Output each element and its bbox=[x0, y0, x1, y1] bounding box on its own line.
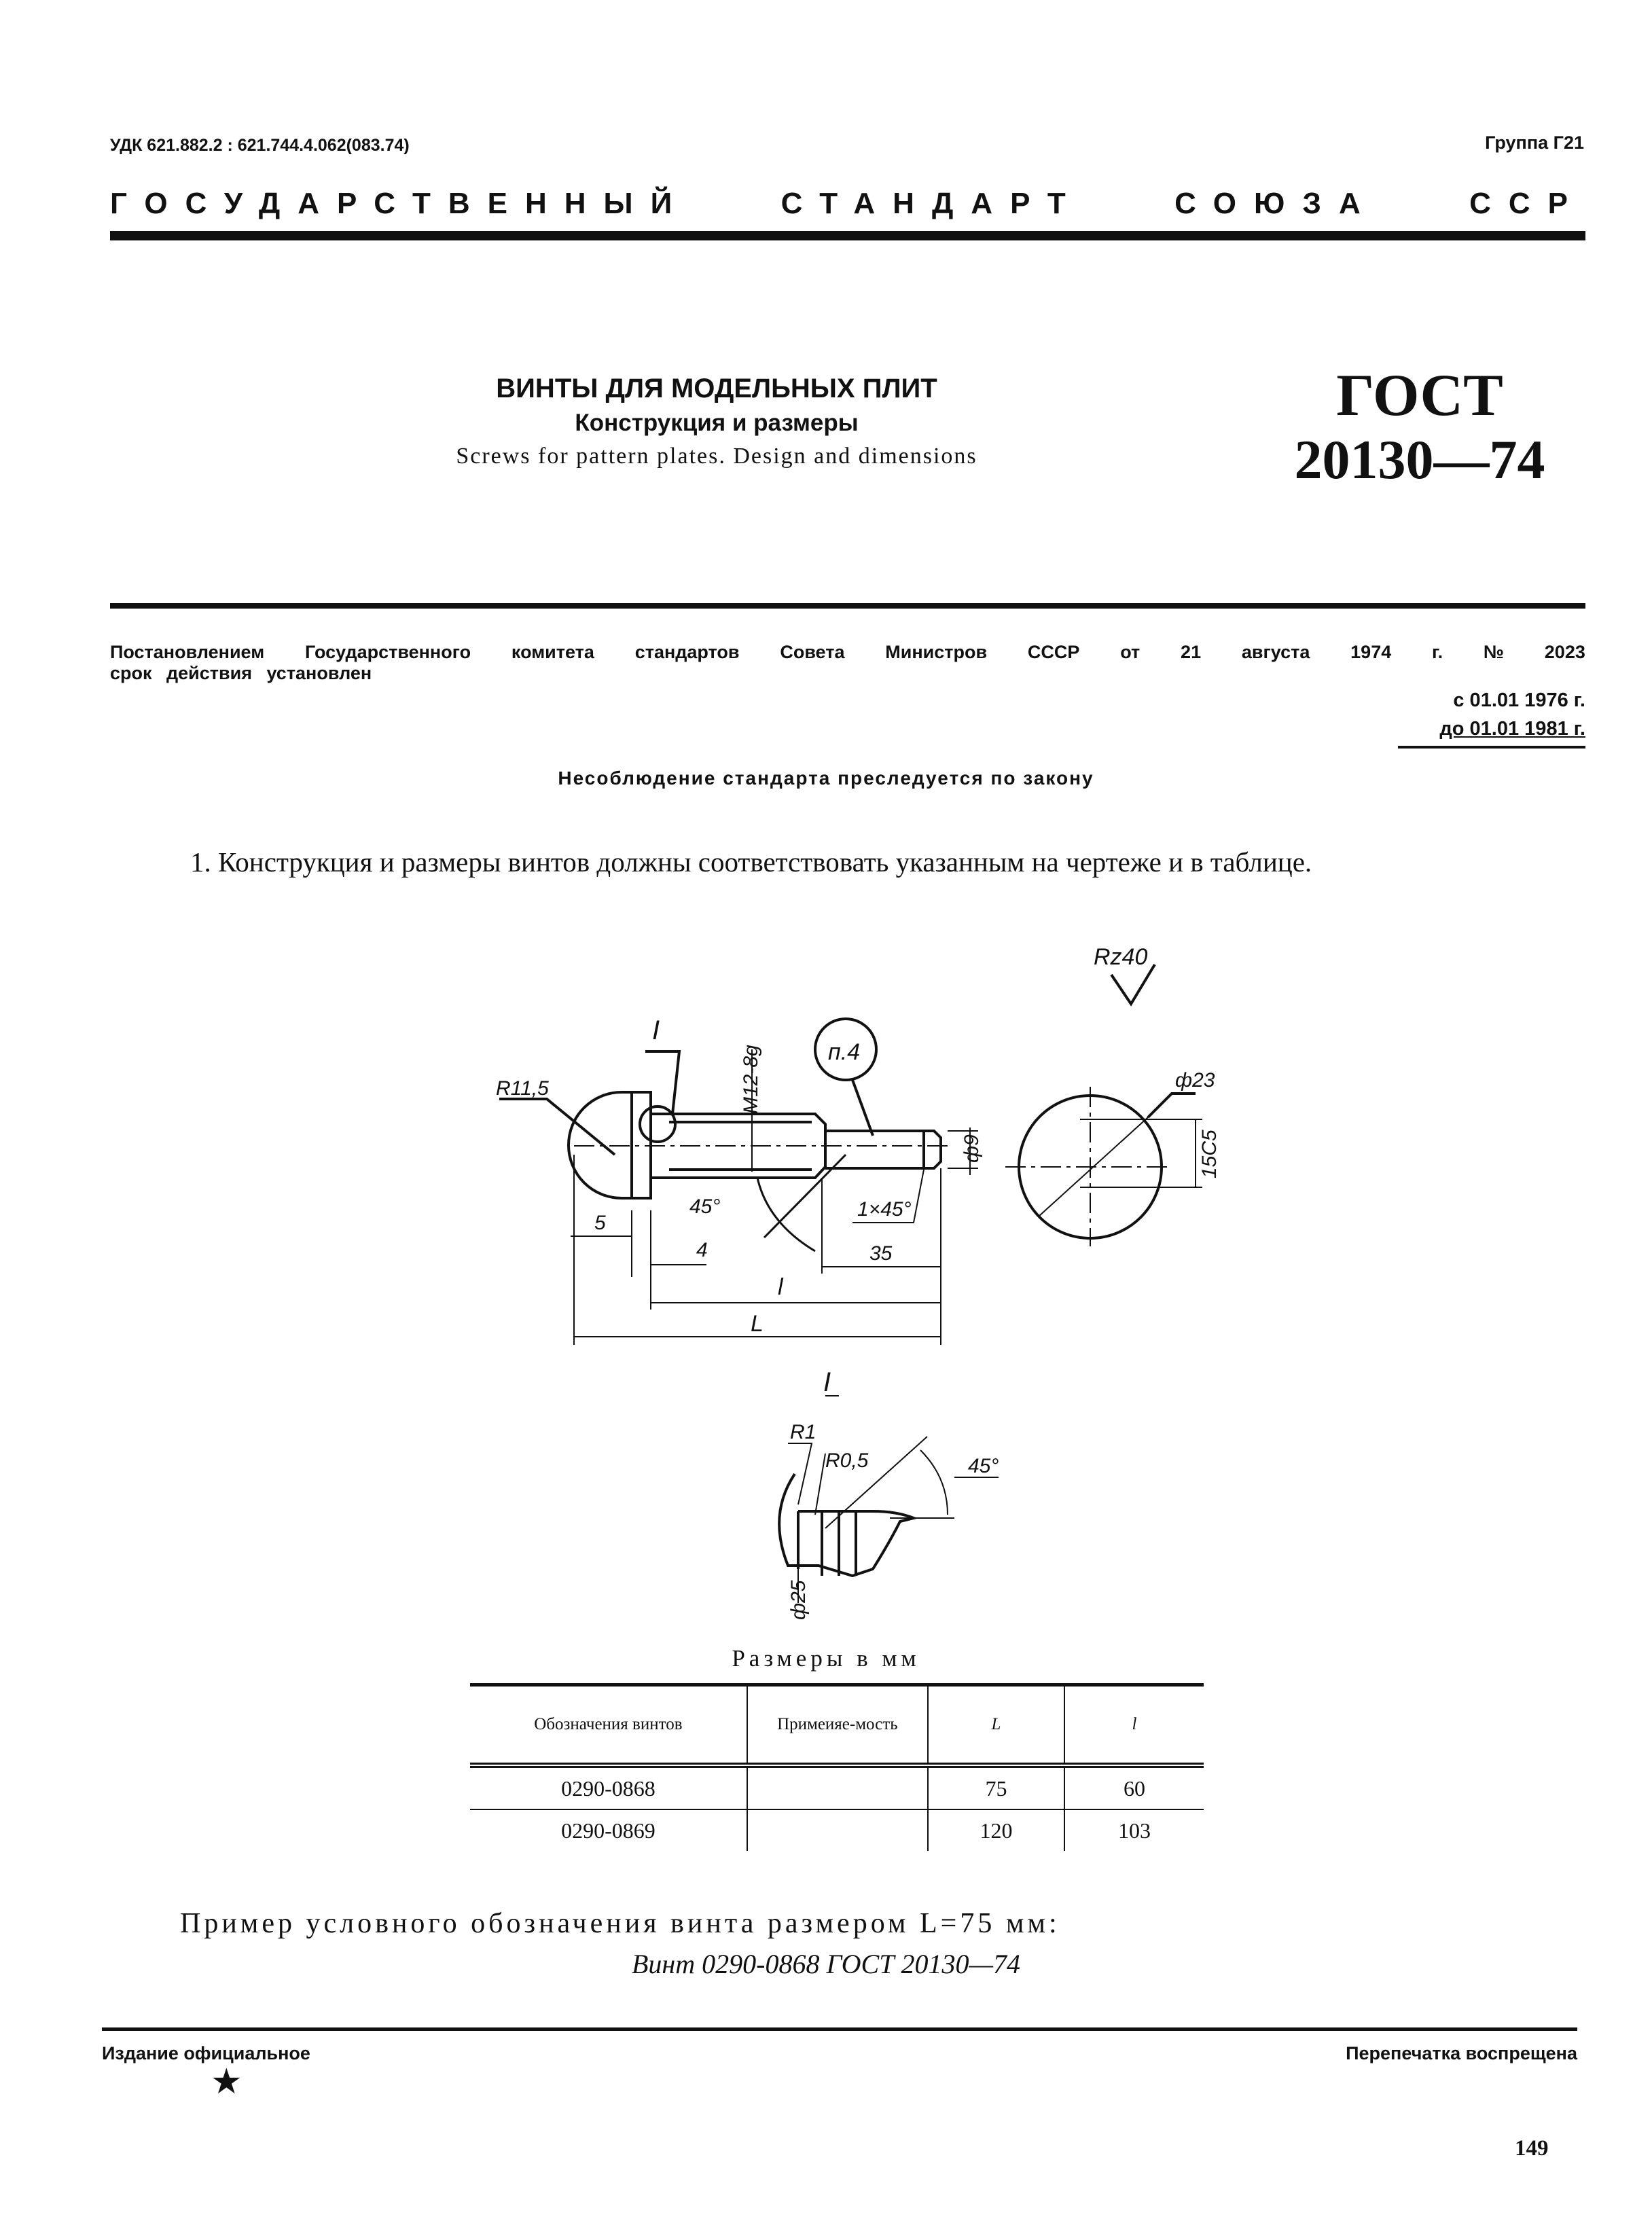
decree-word: № bbox=[1483, 642, 1504, 662]
cell-designation: 0290-0869 bbox=[561, 1818, 656, 1843]
col-header-applicability: Примеияе-мость bbox=[747, 1685, 928, 1766]
star-icon: ★ bbox=[211, 2062, 243, 2102]
decree-word: СССР bbox=[1027, 642, 1080, 662]
detail-mark: I bbox=[652, 1015, 660, 1045]
detail-angle-label: 45° bbox=[968, 1455, 999, 1477]
heading-word: ССР bbox=[1469, 187, 1585, 220]
cell-applicability bbox=[747, 1765, 928, 1809]
detail-r05-label: R0,5 bbox=[825, 1449, 869, 1472]
decree-word: августа bbox=[1241, 642, 1310, 662]
head-radius-label: R11,5 bbox=[496, 1077, 549, 1100]
slot-label: 15С5 bbox=[1198, 1130, 1221, 1178]
thread-label: M12-8g bbox=[740, 1045, 762, 1114]
title-english: Screws for pattern plates. Design and dimensions bbox=[456, 444, 977, 469]
udk-code: УДК 621.882.2 : 621.744.4.062(083.74) bbox=[110, 136, 410, 155]
dim-4-label: 4 bbox=[696, 1239, 708, 1261]
shank-dia-label: ф9 bbox=[960, 1134, 983, 1163]
heading-word: СТАНДАРТ bbox=[780, 187, 1083, 220]
note-ref: п.4 bbox=[828, 1039, 861, 1065]
decree-word: Государственного bbox=[305, 642, 471, 662]
group-code: Группа Г21 bbox=[1485, 132, 1584, 153]
cell-l: 60 bbox=[1064, 1765, 1204, 1809]
detail-r1-label: R1 bbox=[790, 1421, 816, 1443]
gost-label: ГОСТ bbox=[1336, 363, 1503, 429]
cell-designation: 0290-0868 bbox=[470, 1765, 747, 1809]
cell-applicability bbox=[747, 1809, 928, 1851]
legal-warning: Несоблюдение стандарта преследуется по закону bbox=[558, 768, 1094, 789]
official-edition: Издание официальное bbox=[102, 2043, 310, 2063]
col-header-designation: Обозначения винтов bbox=[470, 1685, 747, 1766]
heading-word: ГОСУДАРСТВЕННЫЙ bbox=[110, 187, 690, 220]
chamfer-angle-label: 45° bbox=[689, 1195, 721, 1218]
decree-word: стандартов bbox=[634, 642, 740, 662]
decree-word: Совета bbox=[780, 642, 845, 662]
decree-word: Министров bbox=[885, 642, 988, 662]
decree-word: г. bbox=[1432, 642, 1443, 662]
table-header-row bbox=[470, 1685, 1204, 1766]
roughness-symbol bbox=[1111, 964, 1155, 1004]
decree-word: 2023 bbox=[1544, 642, 1585, 662]
col-header-L: L bbox=[928, 1685, 1064, 1766]
footer-rule bbox=[102, 2027, 1577, 2031]
example-label: Пример условного обозначения винта размером L=75 мм: bbox=[180, 1908, 1060, 1939]
dim-5-label: 5 bbox=[594, 1212, 606, 1234]
paragraph-1: 1. Конструкция и размеры винтов должны соответствовать указанным на чертеже и в таблице. bbox=[190, 846, 1312, 878]
dimensions-table bbox=[470, 1683, 1204, 1851]
example-value: Винт 0290-0868 ГОСТ 20130—74 bbox=[631, 1949, 1021, 1979]
subtitle-russian: Конструкция и размеры bbox=[575, 410, 859, 436]
decree-word: 1974 bbox=[1350, 642, 1392, 662]
cell-L: 75 bbox=[928, 1765, 1064, 1809]
dim-35-label: 35 bbox=[869, 1242, 893, 1265]
table-row bbox=[470, 1765, 1204, 1809]
dim-l-label: l bbox=[778, 1274, 783, 1300]
roughness-label: Rz40 bbox=[1094, 944, 1148, 970]
chamfer-label: 1×45° bbox=[857, 1198, 912, 1221]
gost-number: 20130—74 bbox=[1294, 428, 1545, 490]
reprint-forbidden: Перепечатка воспрещена bbox=[1346, 2043, 1577, 2063]
decree-line-2: срок действия установлен bbox=[110, 663, 372, 683]
cell-L: 120 bbox=[928, 1809, 1064, 1851]
head-dia-label: ф23 bbox=[1175, 1069, 1215, 1092]
date-from: с 01.01 1976 г. bbox=[1453, 689, 1585, 711]
decree-word: от bbox=[1120, 642, 1141, 662]
title-russian: ВИНТЫ ДЛЯ МОДЕЛЬНЫХ ПЛИТ bbox=[496, 374, 937, 403]
col-header-l: l bbox=[1064, 1685, 1204, 1766]
dim-L-label: L bbox=[751, 1311, 764, 1337]
detail-dia-label: ф25 bbox=[787, 1580, 810, 1620]
detail-view-mark: I bbox=[823, 1367, 831, 1397]
page-number: 149 bbox=[1515, 2136, 1549, 2161]
decree-word: Постановлением bbox=[110, 642, 265, 662]
table-row bbox=[470, 1809, 1204, 1851]
cell-l: 103 bbox=[1064, 1809, 1204, 1851]
date-to: до 01.01 1981 г. bbox=[1439, 718, 1585, 740]
table-caption: Размеры в мм bbox=[732, 1645, 920, 1672]
decree-word: 21 bbox=[1181, 642, 1202, 662]
heading-word: СОЮЗА bbox=[1174, 187, 1378, 220]
decree-word: комитета bbox=[511, 642, 594, 662]
